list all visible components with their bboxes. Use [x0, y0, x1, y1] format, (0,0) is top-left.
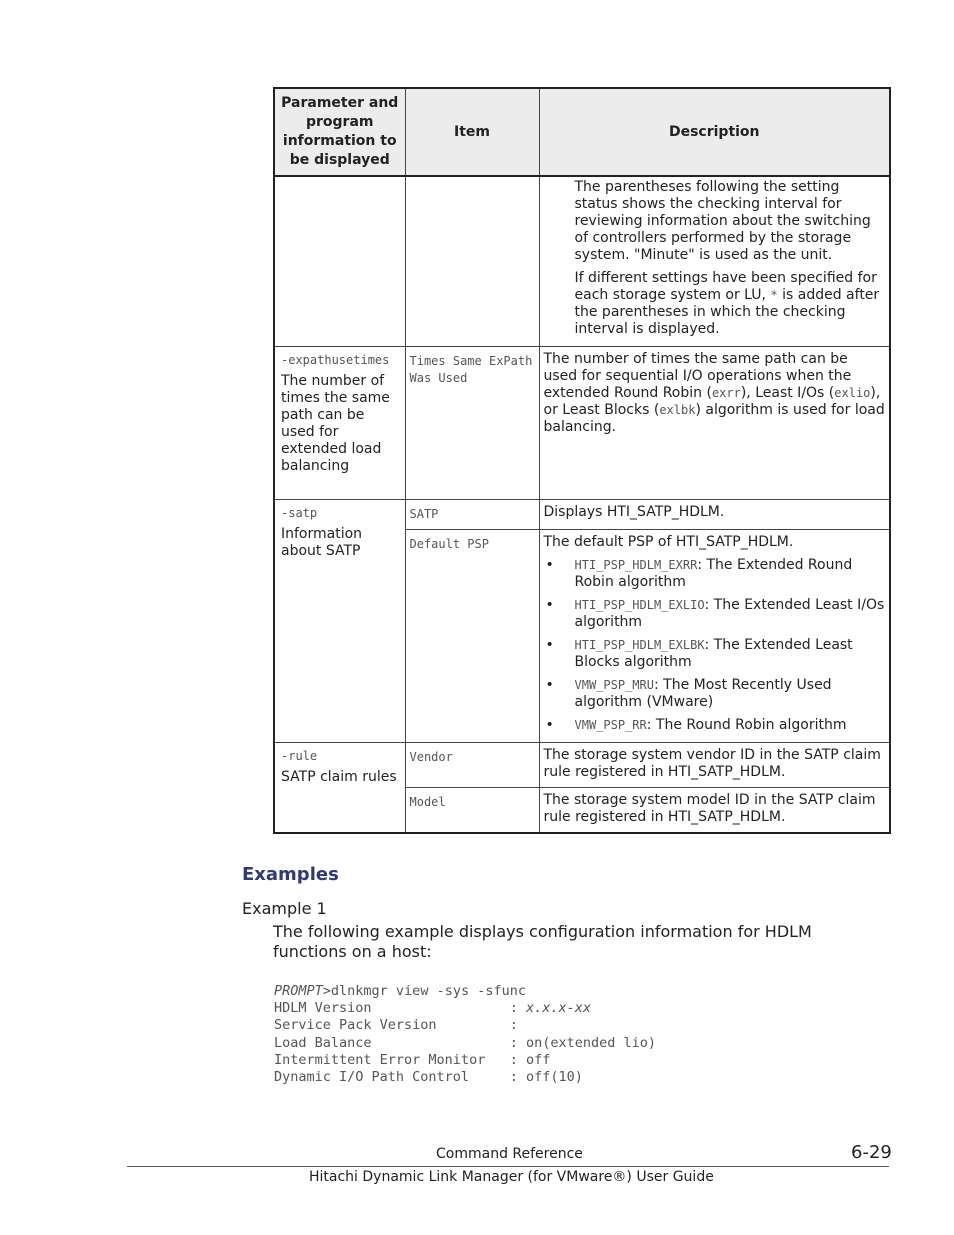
desc-expathusetimes: The number of times the same path can be used for sequential I/O operations when the extended Round Robin (exrr), Least I/Os (exlio), or Least Blocks (exlbk) algorithm is used for load balancing.	[543, 351, 885, 435]
footer-book-title: Hitachi Dynamic Link Manager (for VMware®) User Guide	[309, 1169, 714, 1185]
example-intro: The following example displays configuration information for HDLM functions on a host:	[273, 922, 812, 961]
code-line: Load Balance : on(extended lio)	[274, 1034, 657, 1051]
parameter-table	[273, 87, 891, 834]
code-line: HDLM Version : x.x.x-xx	[274, 1000, 591, 1017]
code-line: Intermittent Error Monitor : off	[274, 1051, 551, 1068]
code-command-line	[274, 983, 656, 1000]
page-number: 6-29	[851, 1142, 892, 1163]
cont-desc-2: If different settings have been specified for each storage system or LU, * is added after the parentheses in which the checking interval is displayed.	[574, 270, 880, 337]
psp-list	[544, 557, 886, 734]
table-row-satp	[274, 500, 890, 530]
table-row-expathusetimes	[274, 347, 890, 500]
list-item: • HTI_PSP_HDLM_EXLIO: The Extended Least I/Os algorithm	[545, 597, 885, 630]
list-item: • HTI_PSP_HDLM_EXLBK: The Extended Least Blocks algorithm	[545, 637, 853, 670]
table-row-rule	[274, 743, 890, 788]
item-vendor: Vendor	[409, 750, 453, 764]
header-param: Parameter and program information to be displayed	[274, 88, 405, 176]
code-line: Dynamic I/O Path Control : off(10)	[274, 1068, 583, 1085]
param-flag-satp: -satp	[281, 506, 318, 520]
param-desc-rule: SATP claim rules	[281, 769, 397, 785]
example-label: Example 1	[242, 899, 327, 918]
item-default-psp: Default PSP	[409, 537, 489, 551]
param-desc-satp: Information about SATP	[281, 526, 363, 559]
footer-divider	[127, 1166, 889, 1167]
param-flag-expathusetimes: -expathusetimes	[281, 353, 390, 367]
item-satp: SATP	[409, 507, 439, 521]
desc-model: The storage system model ID in the SATP claim rule registered in HTI_SATP_HDLM.	[543, 792, 876, 825]
examples-heading: Examples	[242, 864, 339, 885]
code-line: Service Pack Version :	[274, 1017, 526, 1034]
asterisk-mark: *	[770, 288, 778, 302]
item-times-same-expath: Times Same ExPath Was Used	[409, 354, 540, 385]
desc-vendor: The storage system vendor ID in the SATP claim rule registered in HTI_SATP_HDLM.	[543, 747, 881, 780]
desc-default-psp: The default PSP of HTI_SATP_HDLM.	[543, 534, 794, 550]
list-item: • HTI_PSP_HDLM_EXRR: The Extended Round Robin algorithm	[545, 557, 853, 590]
table-row-continuation	[274, 176, 890, 347]
footer-section-name: Command Reference	[436, 1146, 583, 1162]
header-description: Description	[539, 88, 890, 176]
param-desc-expathusetimes: The number of times the same path can be used for extended load balancing	[281, 373, 390, 474]
cont-desc-1: The parentheses following the setting status shows the checking interval for reviewing information about the switching of controllers performed by the storage system. "Minute" is used as the unit.	[574, 179, 871, 263]
item-model: Model	[409, 795, 446, 809]
code-block	[274, 983, 656, 1086]
code-command: >dlnkmgr view -sys -sfunc	[322, 983, 526, 999]
list-item: • VMW_PSP_MRU: The Most Recently Used algorithm (VMware)	[545, 677, 832, 710]
header-item: Item	[405, 88, 539, 176]
param-flag-rule: -rule	[281, 749, 318, 763]
list-item: • VMW_PSP_RR: The Round Robin algorithm	[545, 717, 847, 733]
desc-satp: Displays HTI_SATP_HDLM.	[543, 504, 725, 520]
code-prompt: PROMPT	[274, 983, 323, 999]
table-header-row	[274, 88, 890, 176]
